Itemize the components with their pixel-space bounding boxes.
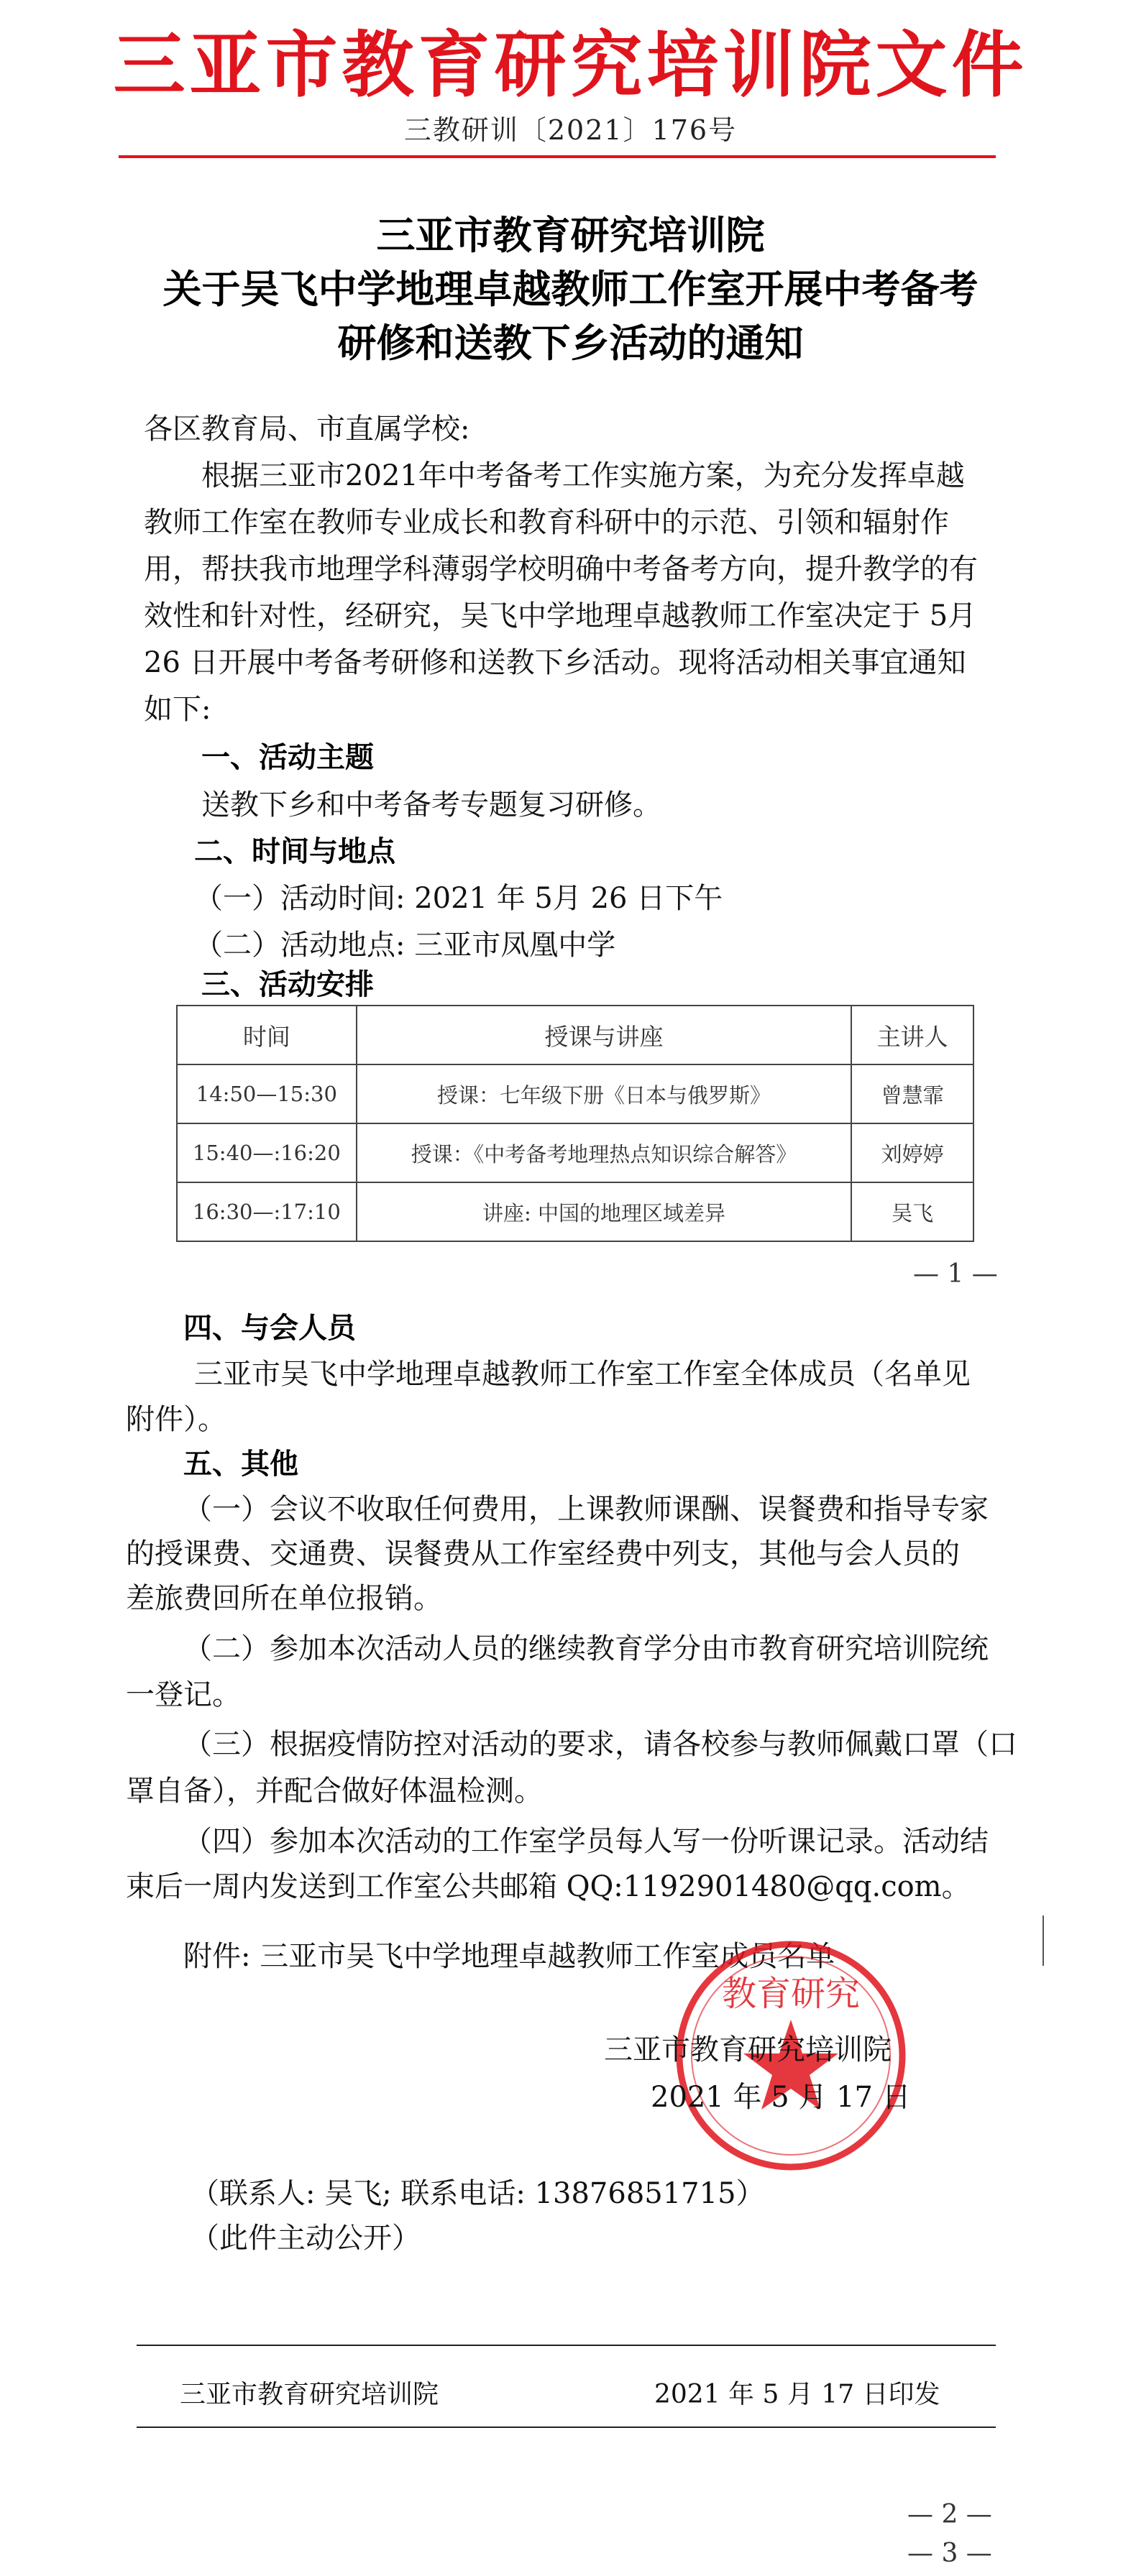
table-cell-speaker: 刘婷婷: [851, 1123, 973, 1182]
intro-line: 教师工作室在教师专业成长和教育科研中的示范、引领和辐射作: [144, 506, 949, 539]
margin-bar: [1043, 1915, 1044, 1966]
section-heading-schedule: 三、活动安排: [201, 968, 374, 1001]
other-line: 的授课费、交通费、误餐费从工作室经费中列支，其他与会人员的: [126, 1537, 960, 1570]
table-cell-time: 16:30—:17:10: [177, 1182, 357, 1241]
salutation: 各区教育局、市直属学校:: [144, 413, 470, 446]
table-cell-topic: 授课：七年级下册《日本与俄罗斯》: [357, 1064, 852, 1123]
schedule-table: [176, 1005, 974, 1242]
intro-line: 26 日开展中考备考研修和送教下乡活动。现将活动相关事宜通知: [144, 646, 966, 679]
page-number-2: — 2 —: [907, 2500, 992, 2529]
footer-rule-top: [137, 2345, 996, 2346]
other-line: 一登记。: [126, 1678, 241, 1711]
other-line: （一）会议不收取任何费用，上课教师课酬、误餐费和指导专家: [183, 1493, 989, 1526]
other-line: （四）参加本次活动的工作室学员每人写一份听课记录。活动结: [183, 1825, 989, 1858]
table-row: [177, 1064, 973, 1123]
table-cell-time: 14:50—15:30: [177, 1064, 357, 1123]
intro-line: 用，帮扶我市地理学科薄弱学校明确中考备考方向，提升教学的有: [144, 553, 978, 586]
page-number-1: — 1 —: [913, 1259, 998, 1289]
table-cell-speaker: 吴飞: [851, 1182, 973, 1241]
document-number: 三教研训〔2021〕176号: [403, 114, 738, 146]
footer-rule-bottom: [137, 2426, 996, 2428]
attendees-line: 附件）。: [126, 1403, 226, 1436]
section-heading-attendees: 四、与会人员: [183, 1312, 356, 1345]
document-org-title: 三亚市教育研究培训院文件: [113, 22, 1028, 107]
table-header-row: [177, 1006, 973, 1064]
section-heading-time-place: 二、时间与地点: [194, 835, 395, 868]
intro-line: 效性和针对性，经研究，吴飞中学地理卓越教师工作室决定于 5月: [144, 599, 977, 632]
section-heading-other: 五、其他: [183, 1448, 298, 1481]
table-row: [177, 1182, 973, 1241]
contact-info: （联系人: 吴飞; 联系电话: 13876851715）: [191, 2177, 765, 2210]
other-line: 差旅费回所在单位报销。: [126, 1582, 442, 1615]
activity-place: （二）活动地点: 三亚市凤凰中学: [194, 929, 616, 962]
section-heading-theme: 一、活动主题: [201, 741, 374, 774]
footer-print-date: 2021 年 5 月 17 日印发: [654, 2380, 940, 2409]
table-header-cell: 时间: [177, 1006, 357, 1064]
public-note: （此件主动公开）: [191, 2222, 421, 2255]
section-text-theme: 送教下乡和中考备考专题复习研修。: [201, 788, 661, 822]
red-divider: [119, 155, 996, 158]
table-cell-topic: 授课：《中考备考地理热点知识综合解答》: [357, 1123, 852, 1182]
notice-title-line2: 关于吴飞中学地理卓越教师工作室开展中考备考: [162, 266, 979, 312]
table-cell-time: 15:40—:16:20: [177, 1123, 357, 1182]
other-line: （二）参加本次活动人员的继续教育学分由市教育研究培训院统: [183, 1632, 989, 1665]
notice-title-line3: 研修和送教下乡活动的通知: [337, 320, 804, 366]
signature-date: 2021 年 5 月 17 日: [651, 2081, 911, 2114]
attachment-note: 附件: 三亚市吴飞中学地理卓越教师工作室成员名单: [183, 1940, 835, 1973]
footer-org: 三亚市教育研究培训院: [180, 2380, 439, 2409]
intro-line: 根据三亚市2021年中考备考工作实施方案，为充分发挥卓越: [201, 459, 965, 492]
attendees-line: 三亚市吴飞中学地理卓越教师工作室工作室全体成员（名单见: [194, 1358, 971, 1391]
seal-text: 教育研究: [721, 1974, 861, 2014]
activity-time: （一）活动时间: 2021 年 5月 26 日下午: [194, 882, 723, 915]
table-header-cell: 授课与讲座: [357, 1006, 852, 1064]
table-cell-topic: 讲座: 中国的地理区域差异: [357, 1182, 852, 1241]
table-row: [177, 1123, 973, 1182]
other-line: 束后一周内发送到工作室公共邮箱 QQ:1192901480@qq.com。: [126, 1870, 971, 1903]
intro-line: 如下:: [144, 693, 211, 726]
notice-title-line1: 三亚市教育研究培训院: [376, 212, 765, 258]
other-line: （三）根据疫情防控对活动的要求，请各校参与教师佩戴口罩（口: [183, 1728, 1017, 1761]
table-cell-speaker: 曾慧霏: [851, 1064, 973, 1123]
page-number-3: — 3 —: [907, 2539, 992, 2568]
table-header-cell: 主讲人: [851, 1006, 973, 1064]
other-line: 罩自备），并配合做好体温检测。: [126, 1775, 543, 1808]
signature-org: 三亚市教育研究培训院: [604, 2033, 892, 2066]
